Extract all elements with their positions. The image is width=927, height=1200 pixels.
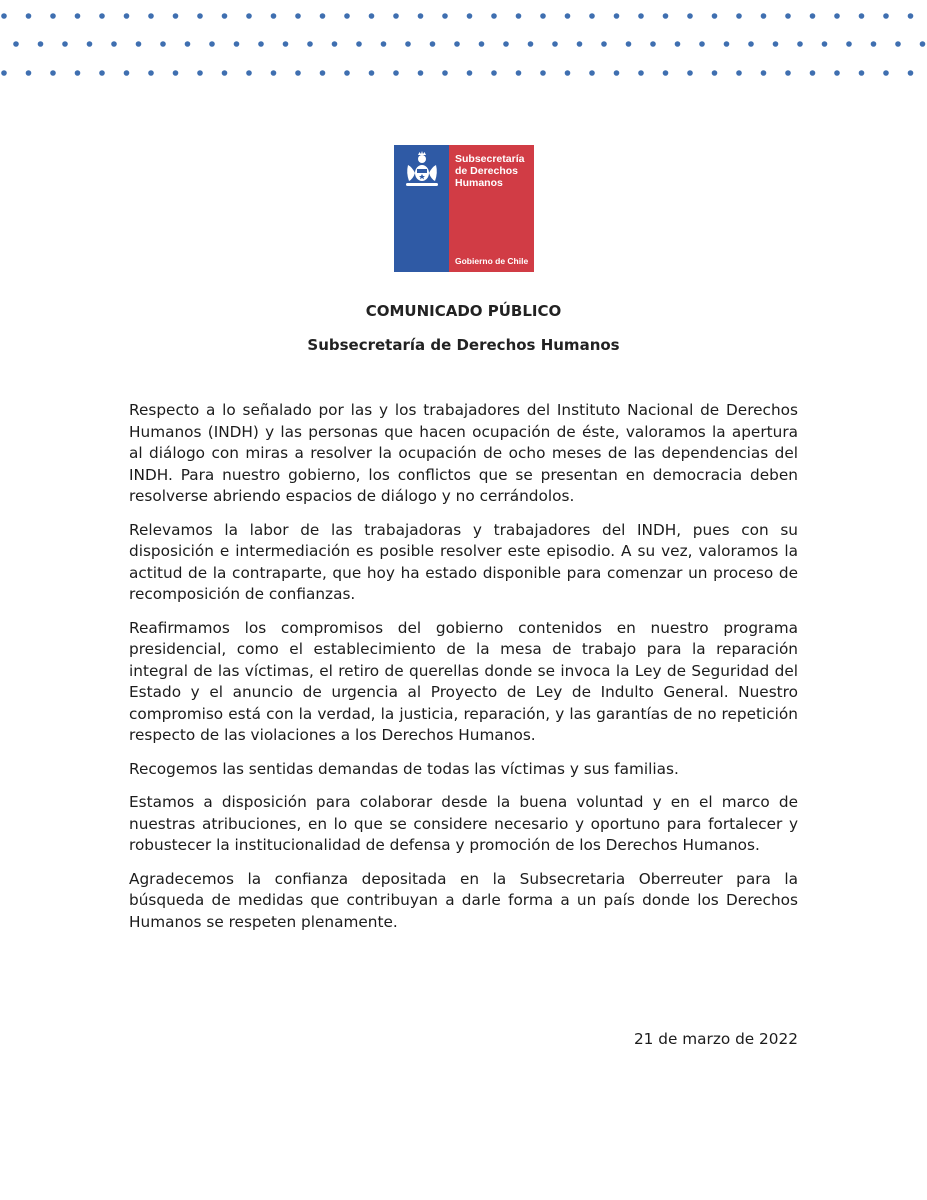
decorative-dot: [381, 41, 387, 47]
decorative-dot: [197, 13, 203, 19]
decorative-dot: [467, 13, 473, 19]
decorative-dot: [418, 13, 424, 19]
document-subtitle: Subsecretaría de Derechos Humanos: [307, 336, 620, 354]
decorative-dot: [589, 13, 595, 19]
decorative-dot: [454, 41, 460, 47]
decorative-dot: [393, 13, 399, 19]
decorative-dot: [748, 41, 754, 47]
decorative-dot: [908, 13, 914, 19]
decorative-dot: [1, 70, 7, 76]
decorative-dot: [810, 13, 816, 19]
decorative-dot: [736, 70, 742, 76]
decorative-dot: [111, 41, 117, 47]
communique-body: [129, 400, 798, 945]
decorative-dot: [148, 70, 154, 76]
decorative-dot: [528, 41, 534, 47]
decorative-dot: [173, 70, 179, 76]
decorative-dot: [295, 70, 301, 76]
decorative-dot: [663, 13, 669, 19]
decorative-dot: [785, 70, 791, 76]
paragraph: Relevamos la labor de las trabajadoras y trabajadores del INDH, pues con su disposición e intermediación es posible resolver este episodio. A su vez, valoramos la actitud de la contraparte, que hoy ha estado disponible para comenzar un proceso de recomposición de confianzas.: [129, 520, 798, 603]
decorative-dot: [491, 13, 497, 19]
decorative-dot: [834, 13, 840, 19]
decorative-dot: [663, 70, 669, 76]
decorative-dot: [344, 13, 350, 19]
decorative-dot: [26, 13, 32, 19]
decorative-dot: [87, 41, 93, 47]
decorative-dot: [467, 70, 473, 76]
decorative-dot: [859, 70, 865, 76]
decorative-dot: [50, 70, 56, 76]
decorative-dot: [785, 13, 791, 19]
decorative-dot: [565, 70, 571, 76]
logo-blue-panel: [394, 145, 449, 272]
decorative-dot: [626, 41, 632, 47]
decorative-dot: [283, 41, 289, 47]
decorative-dot: [516, 13, 522, 19]
document-title: COMUNICADO PÚBLICO: [365, 302, 562, 320]
decorative-dot: [846, 41, 852, 47]
document-date: 21 de marzo de 2022: [633, 1030, 798, 1048]
decorative-dot: [908, 70, 914, 76]
decorative-dot: [638, 13, 644, 19]
decorative-dot: [136, 41, 142, 47]
decorative-dot: [614, 70, 620, 76]
decorative-dot: [797, 41, 803, 47]
decorative-dot: [834, 70, 840, 76]
decorative-dot: [332, 41, 338, 47]
decorative-dot: [75, 13, 81, 19]
decorative-dot: [430, 41, 436, 47]
decorative-dot: [675, 41, 681, 47]
decorative-dot: [271, 70, 277, 76]
decorative-dot: [320, 13, 326, 19]
coat-of-arms-icon: [400, 151, 444, 191]
decorative-dot: [26, 70, 32, 76]
decorative-dot: [589, 70, 595, 76]
decorative-dot: [479, 41, 485, 47]
decorative-dot: [99, 13, 105, 19]
decorative-dot: [234, 41, 240, 47]
decorative-dot: [761, 13, 767, 19]
decorative-dot: [773, 41, 779, 47]
decorative-dot: [160, 41, 166, 47]
decorative-dot: [124, 13, 130, 19]
logo-government-label: Gobierno de Chile: [455, 256, 529, 266]
decorative-dot: [699, 41, 705, 47]
decorative-dot: [246, 70, 252, 76]
decorative-dot: [883, 70, 889, 76]
decorative-dot: [712, 13, 718, 19]
decorative-dot: [393, 70, 399, 76]
decorative-dot: [601, 41, 607, 47]
decorative-dot: [895, 41, 901, 47]
decorative-dot: [369, 70, 375, 76]
decorative-dot: [222, 70, 228, 76]
decorative-dot: [99, 70, 105, 76]
decorative-dot: [712, 70, 718, 76]
subsecretaria-logo: [394, 145, 534, 272]
decorative-dot: [258, 41, 264, 47]
decorative-dot: [442, 70, 448, 76]
decorative-dot: [1, 13, 7, 19]
decorative-dot: [883, 13, 889, 19]
decorative-dot: [516, 70, 522, 76]
decorative-dot-border: [0, 0, 927, 90]
decorative-dot: [369, 13, 375, 19]
paragraph: Reafirmamos los compromisos del gobierno contenidos en nuestro programa presidencial, como el establecimiento de la mesa de trabajo para la reparación integral de las víctimas, el retiro de querellas donde se invoca la Ley de Seguridad del Estado y el anuncio de urgencia al Proyecto de Ley de Indulto General. Nuestro compromiso está con la verdad, la justicia, reparación, y las garantías de no repetición respecto de las violaciones a los Derechos Humanos.: [129, 618, 798, 744]
decorative-dot: [503, 41, 509, 47]
decorative-dot: [418, 70, 424, 76]
decorative-dot: [320, 70, 326, 76]
decorative-dot: [614, 13, 620, 19]
decorative-dot: [50, 13, 56, 19]
decorative-dot: [920, 41, 926, 47]
decorative-dot: [687, 70, 693, 76]
decorative-dot: [246, 13, 252, 19]
decorative-dot: [356, 41, 362, 47]
decorative-dot: [687, 13, 693, 19]
decorative-dot: [822, 41, 828, 47]
decorative-dot: [565, 13, 571, 19]
decorative-dot: [173, 13, 179, 19]
decorative-dot: [124, 70, 130, 76]
decorative-dot: [62, 41, 68, 47]
decorative-dot: [491, 70, 497, 76]
decorative-dot: [442, 13, 448, 19]
paragraph: Estamos a disposición para colaborar desde la buena voluntad y en el marco de nuestras atribuciones, en lo que se considere necesario y oportuno para fortalecer y robustecer la institucionalidad de defensa y promoción de los Derechos Humanos.: [129, 793, 798, 854]
decorative-dot: [871, 41, 877, 47]
decorative-dot: [295, 13, 301, 19]
decorative-dot: [736, 13, 742, 19]
decorative-dot: [405, 41, 411, 47]
decorative-dot: [761, 70, 767, 76]
decorative-dot: [209, 41, 215, 47]
paragraph: Agradecemos la confianza depositada en la Subsecretaria Oberreuter para la búsqueda de medidas que contribuyan a darle forma a un país donde los Derechos Humanos se respeten plenamente.: [129, 869, 798, 931]
decorative-dot: [540, 70, 546, 76]
decorative-dot: [577, 41, 583, 47]
decorative-dot: [13, 41, 19, 47]
decorative-dot: [185, 41, 191, 47]
paragraph: Respecto a lo señalado por las y los trabajadores del Instituto Nacional de Derechos Humanos (INDH) y las personas que hacen ocupación de éste, valoramos la apertura al diálogo con miras a resolver la ocupación de ocho meses de las dependencias del INDH. Para nuestro gobierno, los conflictos que se presentan en democracia deben resolverse abriendo espacios de diálogo y no cerrándolos.: [129, 401, 798, 505]
logo-organization-name: Subsecretaría de Derechos Humanos: [455, 153, 525, 189]
decorative-dot: [638, 70, 644, 76]
paragraph: Recogemos las sentidas demandas de todas las víctimas y sus familias.: [129, 759, 679, 778]
decorative-dot: [650, 41, 656, 47]
decorative-dot: [724, 41, 730, 47]
decorative-dot: [271, 13, 277, 19]
decorative-dot: [197, 70, 203, 76]
decorative-dot: [222, 13, 228, 19]
decorative-dot: [38, 41, 44, 47]
decorative-dot: [75, 70, 81, 76]
decorative-dot: [540, 13, 546, 19]
decorative-dot: [148, 13, 154, 19]
decorative-dot: [859, 13, 865, 19]
decorative-dot: [810, 70, 816, 76]
decorative-dot: [344, 70, 350, 76]
decorative-dot: [307, 41, 313, 47]
decorative-dot: [552, 41, 558, 47]
